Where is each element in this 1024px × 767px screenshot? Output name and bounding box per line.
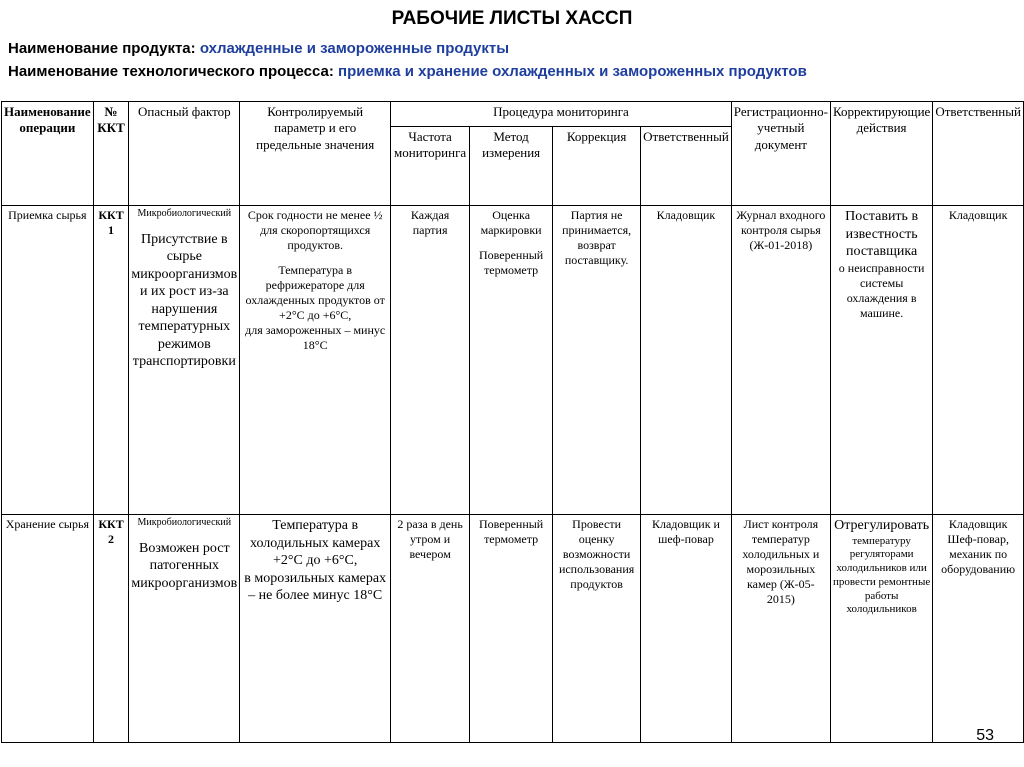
cell-corrective — [830, 206, 932, 515]
cell-responsible-monitoring: Кладовщик — [641, 206, 732, 515]
header-kkt: № ККТ — [93, 102, 129, 206]
cell-corrective — [830, 515, 932, 743]
header-hazard: Опасный фактор — [129, 102, 240, 206]
haccp-table — [1, 101, 1024, 743]
product-value: охлажденные и замороженные продукты — [199, 40, 510, 57]
cell-parameter — [240, 515, 391, 743]
cell-hazard — [129, 206, 240, 515]
method-line: Оценка маркировки — [480, 208, 542, 237]
cell-operation: Хранение сырья — [2, 515, 94, 743]
header-record: Регистрационно-учетный документ — [731, 102, 830, 206]
table-row — [2, 515, 1024, 743]
product-label: Наименование продукта: — [8, 40, 196, 57]
cell-correction: Провести оценку возможности использования продуктов — [553, 515, 641, 743]
process-line — [8, 63, 807, 80]
parameter-line: в морозильных камерах – не более минус 18°С — [244, 570, 387, 603]
header-parameter: Контролируемый параметр и его предельные значения — [240, 102, 391, 206]
cell-kkt: ККТ 2 — [93, 515, 129, 743]
cell-method: Поверенный термометр — [470, 515, 553, 743]
header-frequency: Частота мониторинга — [391, 127, 470, 206]
corrective-line: температуру регуляторами холодильников или провести ремонтные работы холодильников — [833, 534, 931, 616]
product-line — [8, 40, 509, 57]
page-title: РАБОЧИЕ ЛИСТЫ ХАССП — [391, 8, 633, 29]
cell-operation: Приемка сырья — [2, 206, 94, 515]
header-operation: Наименование операции — [2, 102, 94, 206]
cell-record: Лист контроля температур холодильных и морозильных камер (Ж-05-2015) — [731, 515, 830, 743]
cell-frequency: Каждая партия — [391, 206, 470, 515]
method-line: Поверенный термометр — [478, 248, 544, 277]
corrective-line: Поставить в известность поставщика — [845, 209, 919, 259]
header-responsible-monitoring: Ответственный — [641, 127, 732, 206]
page-number: 53 — [976, 727, 994, 744]
corrective-line: о неисправности системы охлаждения в машине. — [838, 260, 925, 320]
parameter-line: Срок годности не менее ½ для скоропортящихся продуктов. — [247, 208, 383, 252]
cell-kkt: ККТ 1 — [93, 206, 129, 515]
process-label: Наименование технологического процесса: — [8, 63, 334, 80]
cell-responsible: Кладовщик — [933, 206, 1024, 515]
cell-hazard — [129, 515, 240, 743]
cell-frequency: 2 раза в день утром и вечером — [391, 515, 470, 743]
cell-responsible: Кладовщик Шеф-повар, механик по оборудованию — [933, 515, 1024, 743]
header-corrective: Корректирующие действия — [830, 102, 932, 206]
table-row — [2, 206, 1024, 515]
cell-responsible-monitoring: Кладовщик и шеф-повар — [641, 515, 732, 743]
hazard-title: Микробиологический — [137, 517, 232, 528]
header-responsible: Ответственный — [933, 102, 1024, 206]
header-correction: Коррекция — [553, 127, 641, 206]
process-value: приемка и хранение охлажденных и замороженных продуктов — [338, 63, 807, 80]
hazard-text: Присутствие в сырье микроорганизмов и их рост из-за нарушения температурных режимов транспортировки — [131, 231, 238, 369]
parameter-line: Температура в холодильных камерах +2°С до +6°С, — [250, 518, 381, 568]
cell-correction: Партия не принимается, возврат поставщику. — [553, 206, 641, 515]
cell-parameter — [240, 206, 391, 515]
cell-method — [470, 206, 553, 515]
parameter-line: Температура в рефрижераторе для охлажденных продуктов от +2°С до +6°С, — [245, 263, 385, 322]
header-method: Метод измерения — [470, 127, 553, 206]
cell-record: Журнал входного контроля сырья (Ж-01-2018) — [731, 206, 830, 515]
header-monitoring: Процедура мониторинга — [391, 102, 732, 127]
parameter-line: для замороженных – минус 18°С — [245, 323, 386, 352]
hazard-title: Микробиологический — [137, 208, 232, 219]
corrective-line: Отрегулировать — [834, 518, 930, 533]
hazard-text: Возможен рост патогенных микроорганизмов — [131, 540, 238, 591]
